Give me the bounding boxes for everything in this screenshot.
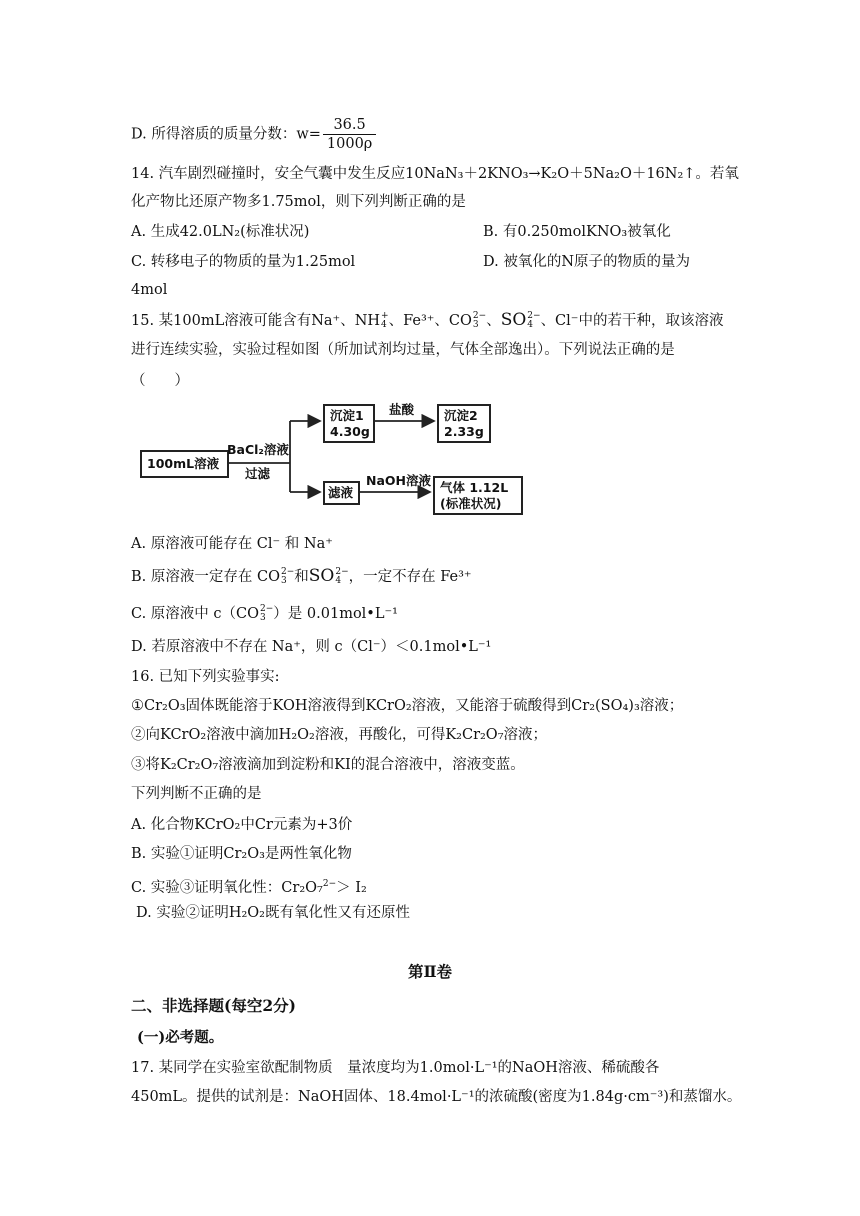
q15-text: 、 xyxy=(486,313,501,329)
q15-text: SO xyxy=(308,566,335,586)
ion-so4 xyxy=(335,568,348,586)
q16-text: ＞ I₂ xyxy=(336,879,367,896)
q15-option-b xyxy=(131,566,472,587)
precipitate-2-mass: 2.33g xyxy=(444,424,484,439)
ion-sub: 3 xyxy=(280,576,287,586)
precipitate-1-mass: 4.30g xyxy=(330,424,370,439)
ion-sub: 3 xyxy=(472,320,479,330)
precipitate-1-label: 沉淀1 xyxy=(330,408,364,423)
flow-precipitate-2 xyxy=(437,404,491,443)
gas-volume: 气体 1.12L xyxy=(440,480,509,495)
q14-option-c: C. 转移电子的物质的量为1.25mol xyxy=(131,254,356,270)
ion-sub: 3 xyxy=(260,613,266,623)
q15-text: SO xyxy=(500,310,527,330)
q16-option-d: D. 实验②证明H₂O₂既有氧化性又有还原性 xyxy=(136,905,410,921)
q14-option-a: A. 生成42.0LN₂(标准状况) xyxy=(131,224,310,240)
q16-fact-3: ③将K₂Cr₂O₇溶液滴加到淀粉和KI的混合溶液中，溶液变蓝。 xyxy=(131,757,525,773)
q15-text: 15. 某100mL溶液可能含有Na⁺、NH xyxy=(131,313,381,329)
q14-option-d: D. 被氧化的N原子的物质的量为 xyxy=(483,254,691,270)
q15-option-a: A. 原溶液可能存在 Cl⁻ 和 Na⁺ xyxy=(131,536,333,552)
q15-text: ）是 0.01mol•L⁻¹ xyxy=(273,606,398,622)
section-title: 二、非选择题(每空2分) xyxy=(131,996,296,1015)
q16-option-c xyxy=(131,874,367,898)
ion-sup: 2− xyxy=(280,567,295,577)
gas-condition: (标准状况) xyxy=(440,496,502,511)
flow-op-filter: 过滤 xyxy=(245,466,271,481)
flow-filtrate: 滤液 xyxy=(323,481,360,505)
q15-option-c xyxy=(131,604,398,624)
ion-sup: 2− xyxy=(527,311,541,321)
q15-text: ，一定不存在 Fe³⁺ xyxy=(348,569,472,585)
q15-text: B. 原溶液一定存在 CO xyxy=(131,569,280,585)
ion-sup: + xyxy=(381,311,389,321)
flow-precipitate-1 xyxy=(323,404,375,443)
q16-option-b: B. 实验①证明Cr₂O₃是两性氧化物 xyxy=(131,846,352,862)
q15-text: C. 原溶液中 c（CO xyxy=(131,606,260,622)
precipitate-2-label: 沉淀2 xyxy=(444,408,478,423)
flow-gas xyxy=(433,476,523,515)
section-subtitle: (一)必考题。 xyxy=(137,1029,224,1046)
q16-stem: 16. 已知下列实验事实: xyxy=(131,669,280,685)
ion-sup: 2− xyxy=(260,604,274,614)
q16-fact-2: ②向KCrO₂溶液中滴加H₂O₂溶液，再酸化，可得K₂Cr₂O₇溶液； xyxy=(131,727,548,743)
ion-sup: 2− xyxy=(472,311,487,321)
q15-text: 和 xyxy=(294,569,309,585)
q15-option-d: D. 若原溶液中不存在 Na⁺，则 c（Cl⁻）＜0.1mol•L⁻¹ xyxy=(131,639,492,655)
flow-reagent-naoh: NaOH溶液 xyxy=(366,473,431,488)
flow-reagent-bacl2: BaCl₂溶液 xyxy=(227,442,289,457)
q16-text: C. 实验③证明氧化性：Cr₂O₇ xyxy=(131,879,323,896)
q16-question: 下列判断不正确的是 xyxy=(131,786,262,802)
q17-stem-line2: 450mL。提供的试剂是：NaOH固体、18.4mol·L⁻¹的浓硫酸(密度为1.84g·cm⁻³)和蒸馏水。 xyxy=(131,1089,742,1105)
flow-start-solution: 100mL溶液 xyxy=(140,450,229,478)
fraction-denominator: 1000ρ xyxy=(326,136,373,152)
q16-option-a: A. 化合物KCrO₂中Cr元素为+3价 xyxy=(131,817,353,833)
q14-stem-line2: 化产物比还原产物多1.75mol，则下列判断正确的是 xyxy=(131,194,466,210)
ion-co3 xyxy=(260,605,273,623)
q14-option-d-cont: 4mol xyxy=(131,282,168,298)
q13-option-d-label: D. 所得溶质的质量分数：w= xyxy=(131,126,321,143)
flow-reagent-hcl: 盐酸 xyxy=(389,402,415,417)
q17-stem-line1: 17. 某同学在实验室欲配制物质 量浓度均为1.0mol·L⁻¹的NaOH溶液、稀硫酸各 xyxy=(131,1060,660,1076)
ion-sup: 2− xyxy=(335,567,349,577)
q14-option-b: B. 有0.250molKNO₃被氧化 xyxy=(483,224,671,240)
q14-stem-line1: 14. 汽车剧烈碰撞时，安全气囊中发生反应10NaN₃＋2KNO₃→K₂O＋5Na₂O＋16N₂↑。若氧 xyxy=(131,166,739,182)
ion-sup: 2− xyxy=(322,879,337,889)
ion-sub: 4 xyxy=(527,320,534,330)
fraction-numerator: 36.5 xyxy=(323,116,376,135)
ion-co3 xyxy=(281,568,294,586)
q15-text: 、Fe³⁺、CO xyxy=(388,313,472,329)
q16-fact-1: ①Cr₂O₃固体既能溶于KOH溶液得到KCrO₂溶液，又能溶于硫酸得到Cr₂(SO₄)₃溶液； xyxy=(131,698,684,714)
q15-text: 、Cl⁻中的若干种，取该溶液 xyxy=(540,313,724,329)
ion-sub: 4 xyxy=(335,576,342,586)
volume-title: 第Ⅱ卷 xyxy=(407,962,453,981)
q15-stem-line3: （ ） xyxy=(131,373,189,389)
ion-sub: 4 xyxy=(381,320,387,330)
q15-stem-line2: 进行连续实验，实验过程如图（所加试剂均过量，气体全部逸出）。下列说法正确的是 xyxy=(131,342,675,358)
